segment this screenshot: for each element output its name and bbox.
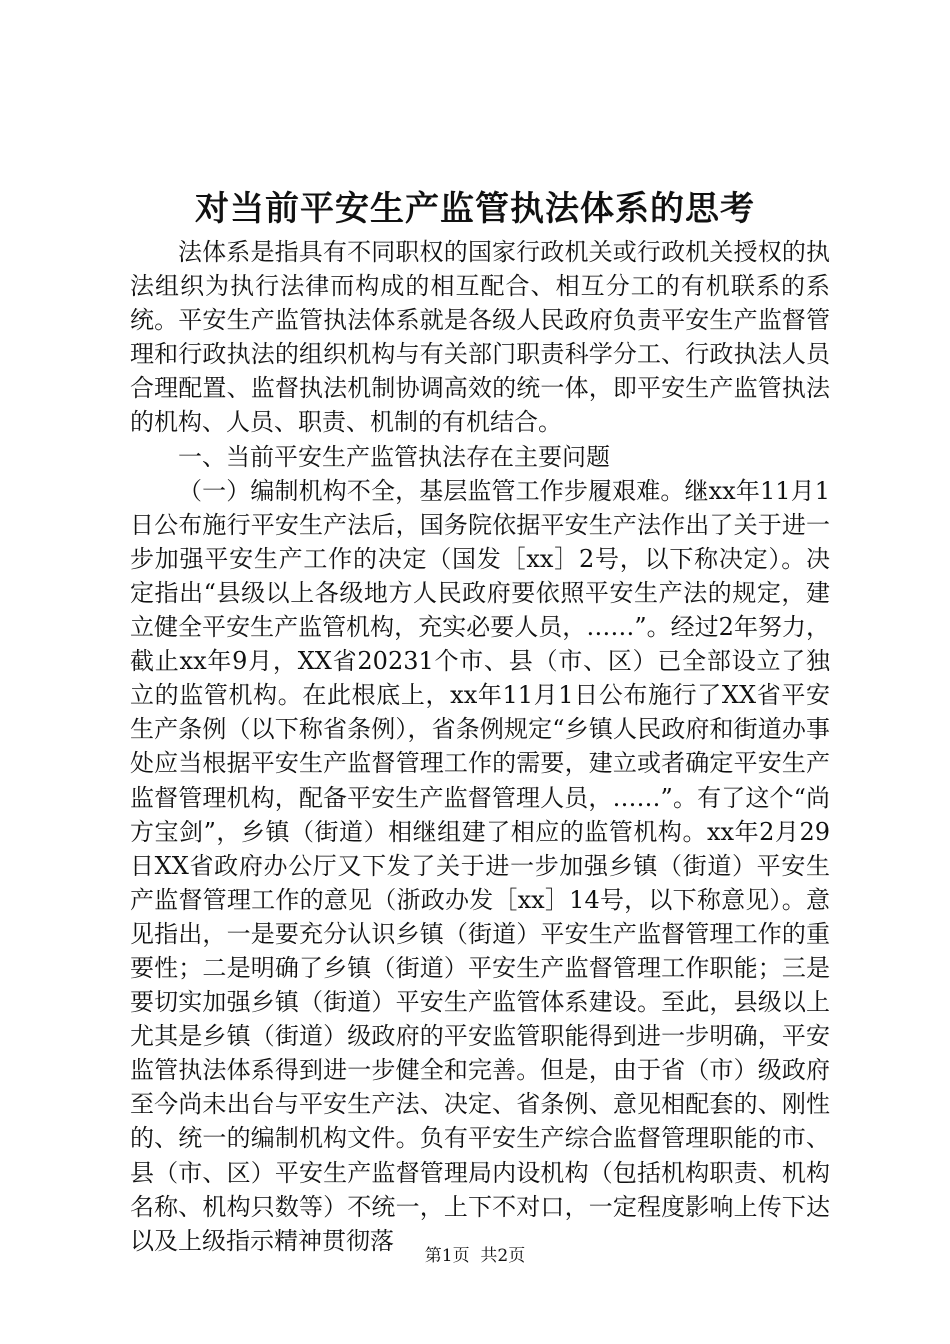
page-total: 共2页 xyxy=(480,1246,526,1266)
document-title: 对当前平安生产监管执法体系的思考 xyxy=(195,189,755,229)
section-paragraph: （一）编制机构不全，基层监管工作步履艰难。继xx年11月1日公布施行平安生产法后，国务院依据平安生产法作出了关于进一步加强平安生产工作的决定（国发［xx］2号，以下称决定）。决定指出“县级以上各级地方人民政府要依照平安生产法的规定，建立健全平安生产监管机构，充实必要人员，……”。经过2年努力，截止xx年9月，XX省20231个市、县（市、区）已全部设立了独立的监管机构。在此根底上，xx年11月1日公布施行了XX省平安生产条例（以下称省条例），省条例规定“乡镇人民政府和街道办事处应当根据平安生产监督管理工作的需要，建立或者确定平安生产监督管理机构，配备平安生产监督管理人员，……”。有了这个“尚方宝剑”，乡镇（街道）相继组建了相应的监管机构。xx年2月29日XX省政府办公厅又下发了关于进一步加强乡镇（街道）平安生产监督管理工作的意见（浙政办发［xx］14号，以下称意见）。意见指出，一是要充分认识乡镇（街道）平安生产监督管理工作的重要性；二是明确了乡镇（街道）平安生产监督管理工作职能；三是要切实加强乡镇（街道）平安生产监管体系建设。至此，县级以上尤其是乡镇（街道）级政府的平安监管职能得到进一步明确，平安监管执法体系得到进一步健全和完善。但是，由于省（市）级政府至今尚未出台与平安生产法、决定、省条例、意见相配套的、刚性的、统一的编制机构文件。负有平安生产综合监督管理职能的市、县（市、区）平安生产监督管理局内设机构（包括机构职责、机构名称、机构只数等）不统一，上下不对口，一定程度影响上传下达以及上级指示精神贯彻落 xyxy=(130,476,830,1255)
page-footer xyxy=(0,1245,950,1267)
intro-paragraph: 法体系是指具有不同职权的国家行政机关或行政机关授权的执法组织为执行法律而构成的相互配合、相互分工的有机联系的系统。平安生产监管执法体系就是各级人民政府负责平安生产监督管理和行政执法的组织机构与有关部门职责科学分工、行政执法人员合理配置、监督执法机制协调高效的统一体，即平安生产监管执法的机构、人员、职责、机制的有机结合。 xyxy=(130,238,830,437)
page-number: 第1页 xyxy=(424,1246,470,1266)
document-body xyxy=(130,235,830,1258)
section-heading: 一、当前平安生产监管执法存在主要问题 xyxy=(178,442,610,471)
